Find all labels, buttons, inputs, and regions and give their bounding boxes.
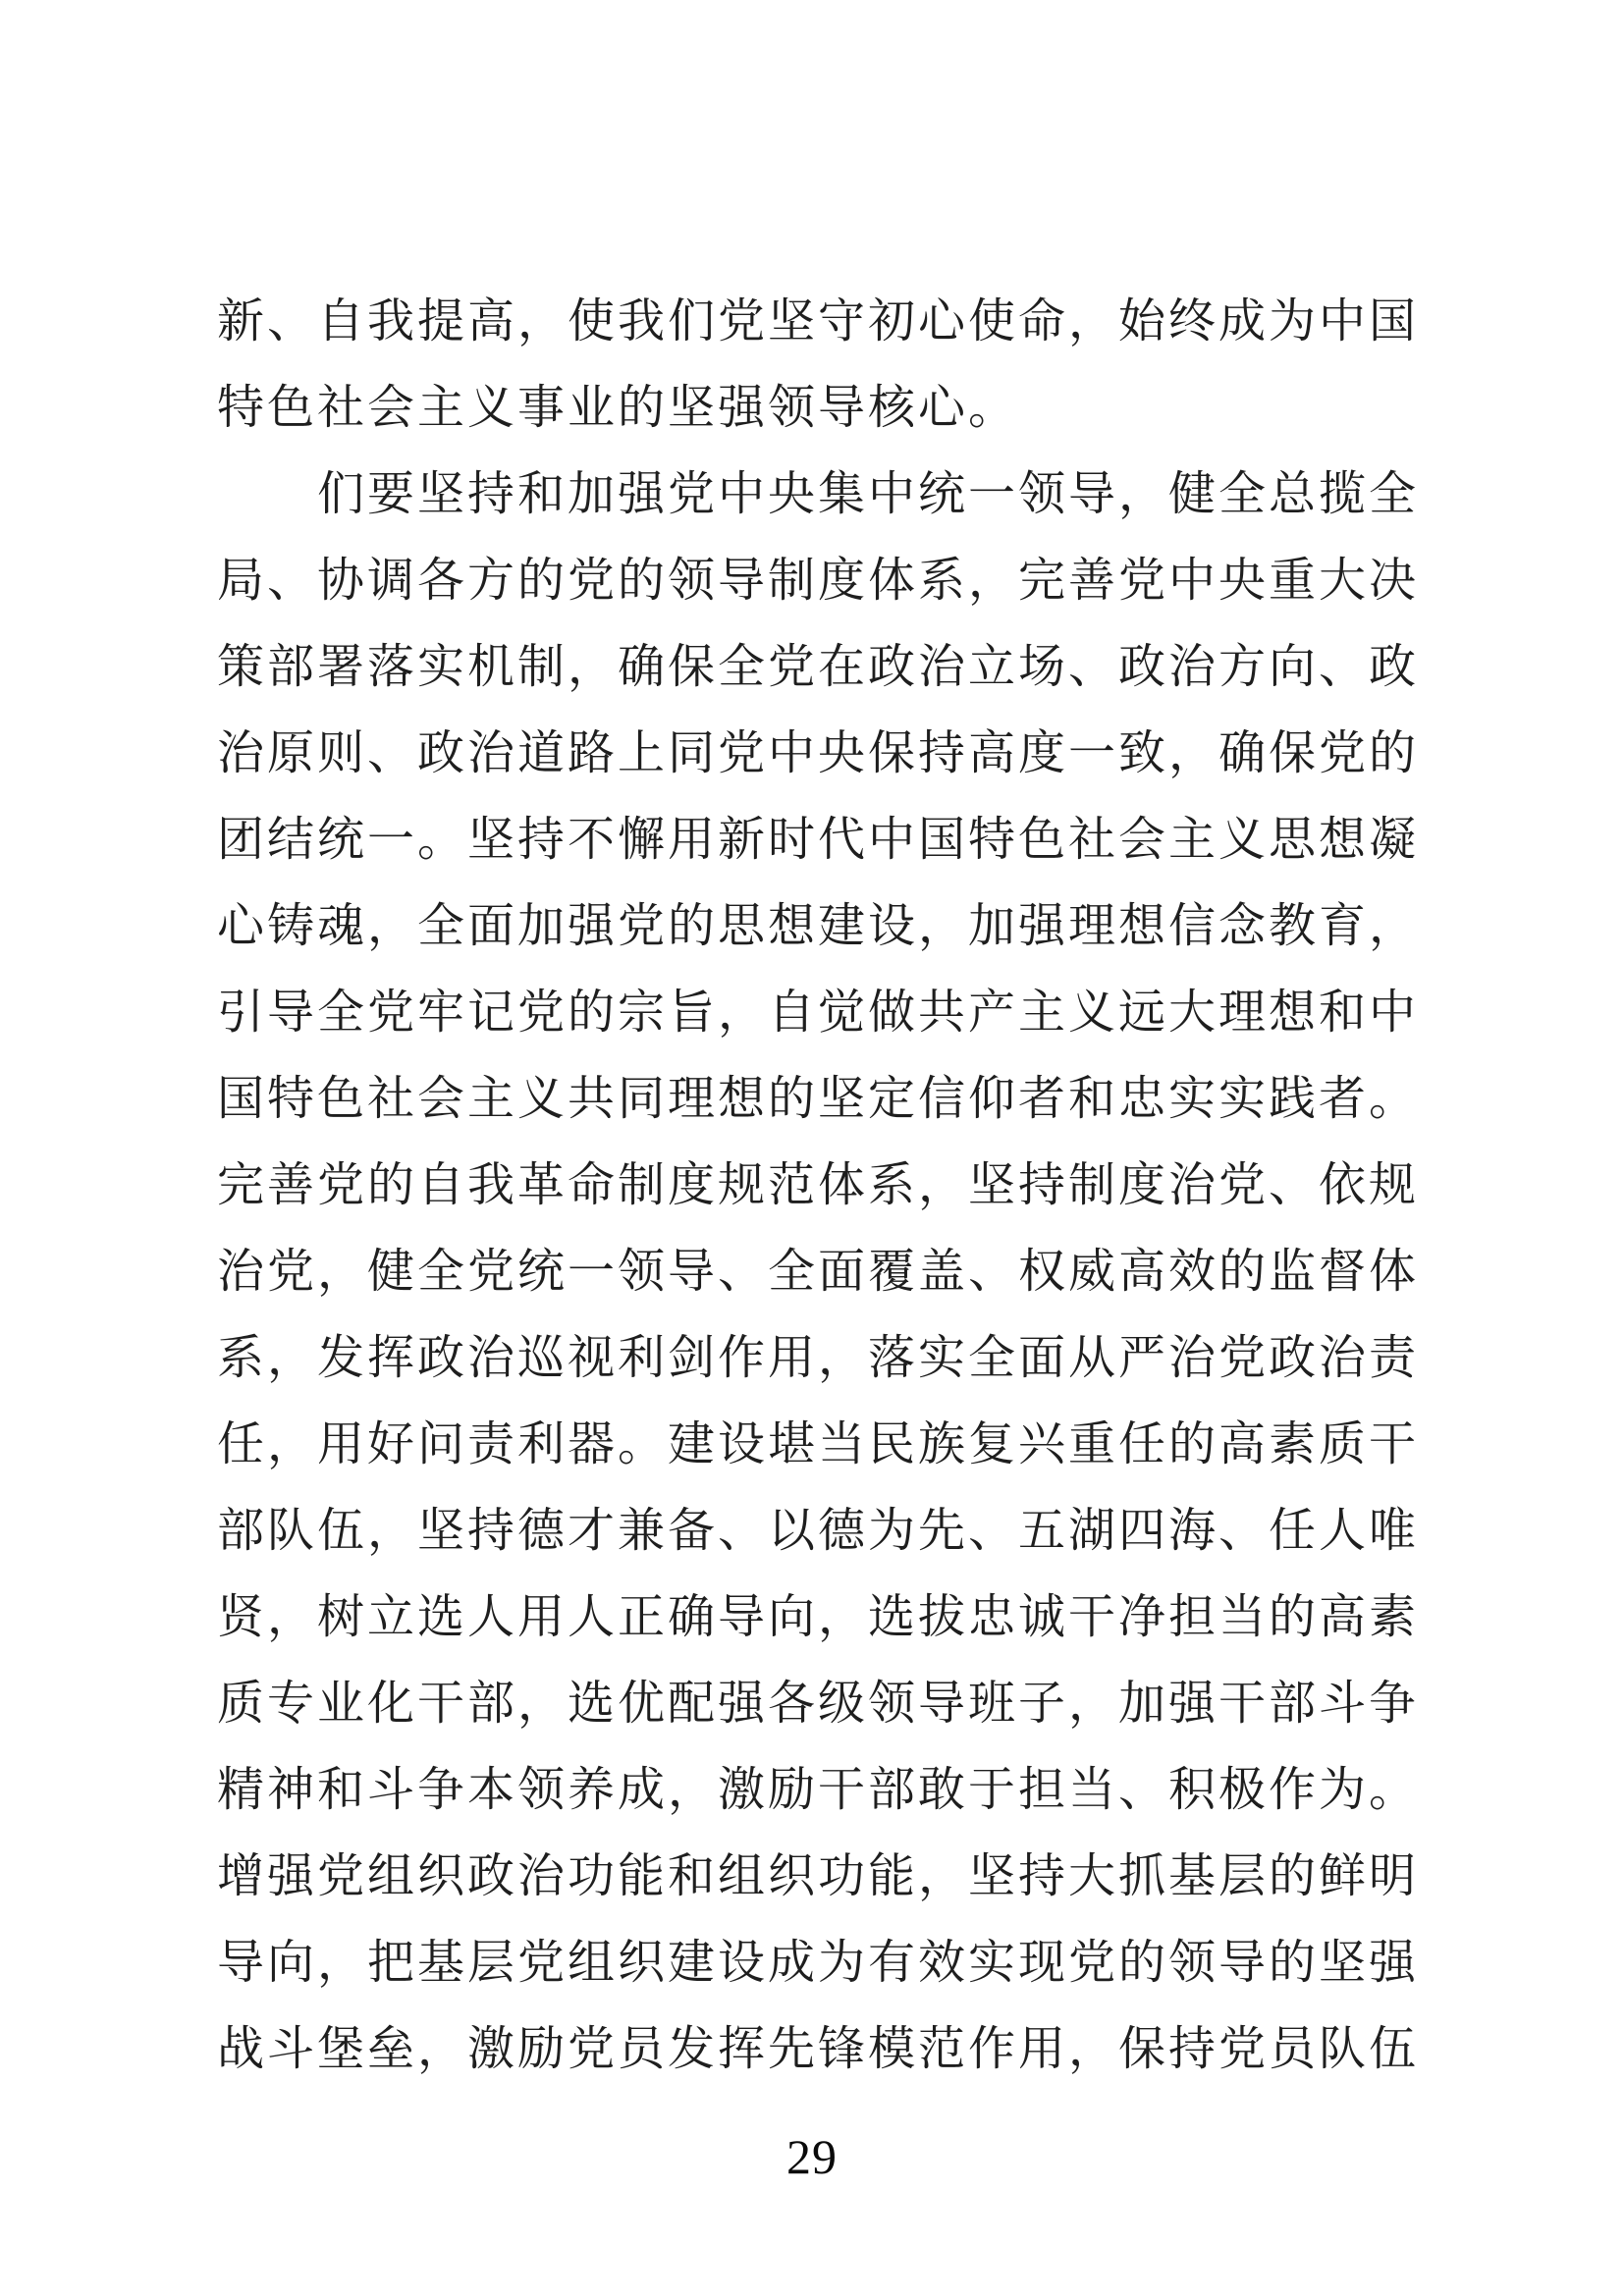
text-line: 们要坚持和加强党中央集中统一领导，健全总揽全 (317, 466, 1420, 521)
text-line: 质专业化干部，选优配强各级领导班子，加强干部斗争 (217, 1676, 1420, 1731)
text-line: 完善党的自我革命制度规范体系，坚持制度治党、依规 (217, 1157, 1420, 1212)
text-line: 治原则、政治道路上同党中央保持高度一致，确保党的 (217, 725, 1420, 780)
text-line: 系，发挥政治巡视利剑作用，落实全面从严治党政治责 (217, 1330, 1420, 1385)
text-line: 新、自我提高，使我们党坚守初心使命，始终成为中国 (217, 294, 1420, 348)
text-line: 部队伍，坚持德才兼备、以德为先、五湖四海、任人唯 (217, 1503, 1420, 1558)
text-line: 贤，树立选人用人正确导向，选拔忠诚干净担当的高素 (217, 1589, 1420, 1644)
text-line: 心铸魂，全面加强党的思想建设，加强理想信念教育， (217, 898, 1420, 953)
text-line: 策部署落实机制，确保全党在政治立场、政治方向、政 (217, 639, 1420, 694)
body-text (217, 278, 1419, 2092)
text-line: 特色社会主义事业的坚强领导核心。 (217, 380, 1019, 435)
text-line: 任，用好问责利器。建设堪当民族复兴重任的高素质干 (217, 1416, 1420, 1471)
text-line: 治党，健全党统一领导、全面覆盖、权威高效的监督体 (217, 1244, 1420, 1299)
text-line: 引导全党牢记党的宗旨，自觉做共产主义远大理想和中 (217, 985, 1420, 1040)
text-line: 局、协调各方的党的领导制度体系，完善党中央重大决 (217, 553, 1420, 608)
page-number: 29 (786, 2129, 838, 2184)
text-line: 团结统一。坚持不懈用新时代中国特色社会主义思想凝 (217, 812, 1420, 867)
text-line: 战斗堡垒，激励党员发挥先锋模范作用，保持党员队伍 (217, 2021, 1420, 2076)
text-line: 导向，把基层党组织建设成为有效实现党的领导的坚强 (217, 1935, 1420, 1990)
text-line: 精神和斗争本领养成，激励干部敢于担当、积极作为。 (217, 1762, 1420, 1817)
text-line: 增强党组织政治功能和组织功能，坚持大抓基层的鲜明 (217, 1848, 1420, 1903)
text-line: 国特色社会主义共同理想的坚定信仰者和忠实实践者。 (217, 1071, 1420, 1126)
